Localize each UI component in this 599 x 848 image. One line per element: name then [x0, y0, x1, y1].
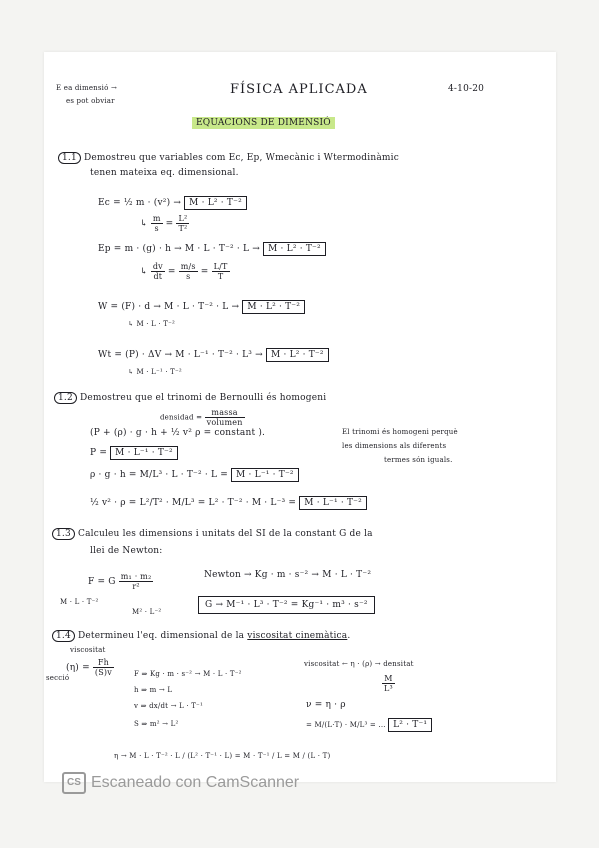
s-dims: S ⇒ m² → L²	[134, 720, 179, 728]
section-1-3-text: llei de Newton:	[90, 546, 163, 556]
nu-expansion: = M/(L·T) · M/L³ = ... L² · T⁻¹	[306, 720, 432, 730]
section-label: secció	[46, 674, 70, 682]
margin-note-1: E ea dimensió →	[56, 84, 118, 92]
section-1-1-text: tenen mateixa eq. dimensional.	[90, 168, 239, 178]
force-dims: M · L · T⁻²	[60, 598, 99, 606]
work-force-note: ↳ M · L · T⁻²	[128, 320, 176, 328]
eta-final: η → M · L · T⁻² · L / (L² · T⁻¹ · L) = M · T⁻¹ / L = M / (L · T)	[114, 752, 331, 760]
density-fraction: $\frac{M}{\text{L³}}$	[384, 674, 393, 693]
mass-radius-dims: M² · L⁻²	[132, 608, 162, 616]
wt-pressure-note: ↳ M · L⁻¹ · T⁻²	[128, 368, 182, 376]
eta-definition: (η) = $\frac{Fh}{(S)v}$	[66, 658, 112, 677]
ec-velocity-note: ↳ $\frac{m}{s}$ = $\frac{\text{L²}}{\text{T²}}$	[140, 214, 188, 233]
bernoulli-equation: (P + (ρ) · g · h + ½ v² ρ = constant ).	[90, 428, 266, 438]
newton-gravity-law: F = G $\frac{\text{m₁ · m₂}}{\text{r²}}$	[88, 572, 152, 591]
pressure-dims: P = M · L⁻¹ · T⁻²	[90, 448, 178, 458]
scanned-page	[44, 52, 556, 782]
camscanner-watermark	[62, 772, 299, 794]
g-result: G → M⁻¹ · L³ · T⁻² = Kg⁻¹ · m³ · s⁻²	[198, 600, 375, 610]
margin-note-2: es pot obviar	[66, 97, 115, 105]
rgh-dims: ρ · g · h = M/L³ · L · T⁻² · L = M · L⁻¹ · T⁻²	[90, 470, 299, 480]
ec-equation: Ec = ½ m · (v²) → M · L² · T⁻²	[98, 198, 247, 208]
h-dims: h ⇒ m → L	[134, 686, 173, 694]
section-1-3-heading: 1.3 Calculeu les dimensions i unitats del SI de la constant G de la	[52, 528, 373, 540]
nu-equation: ν = η · ρ	[306, 700, 346, 710]
bernoulli-note-3: termes són iguals.	[384, 456, 453, 464]
subtitle: EQUACIONS DE DIMENSIÓ	[192, 118, 335, 128]
section-1-4-heading: 1.4 Determineu l'eq. dimensional de la viscositat cinemàtica.	[52, 630, 350, 642]
ep-equation: Ep = m · (g) · h → M · L · T⁻² · L → M · L² · T⁻²	[98, 244, 326, 254]
viscosity-label: viscositat	[70, 646, 106, 654]
date: 4-10-20	[448, 84, 485, 94]
bernoulli-note-2: les dimensions als diferents	[342, 442, 447, 450]
wt-equation: Wt = (P) · ΔV → M · L⁻¹ · T⁻² · L³ → M · L² · T⁻²	[98, 350, 329, 360]
f-dims: F ⇒ Kg · m · s⁻² → M · L · T⁻²	[134, 670, 242, 678]
kinematic-definition: viscositat ← η · (ρ) → densitat	[304, 660, 414, 668]
section-1-1-heading: 1.1 Demostreu que variables com Ec, Ep, Wmecànic i Wtermodinàmic	[58, 152, 399, 164]
work-equation: W = (F) · d → M · L · T⁻² · L → M · L² · T⁻²	[98, 302, 305, 312]
ep-gravity-note: ↳ $\frac{dv}{dt}$ = $\frac{m/s}{s}$ = $\frac{L/T}{T}$	[140, 262, 228, 281]
kinetic-term-dims: ½ v² · ρ = L²/T² · M/L³ = L² · T⁻² · M · L⁻³ = M · L⁻¹ · T⁻²	[90, 498, 367, 508]
page-title: FÍSICA APLICADA	[230, 82, 368, 97]
bernoulli-note-1: El trinomi és homogeni perquè	[342, 428, 458, 436]
watermark-text: Escaneado con CamScanner	[91, 774, 300, 791]
camscanner-logo-icon: CS	[62, 772, 86, 794]
section-1-2-heading: 1.2 Demostreu que el trinomi de Bernoulli és homogeni	[54, 392, 326, 404]
newton-unit: Newton → Kg · m · s⁻² → M · L · T⁻²	[204, 570, 372, 580]
density-note: densidad = $\frac{\text{massa}}{\text{volumen}}$	[160, 408, 243, 427]
v-dims: v ⇒ dx/dt → L · T⁻¹	[134, 702, 203, 710]
